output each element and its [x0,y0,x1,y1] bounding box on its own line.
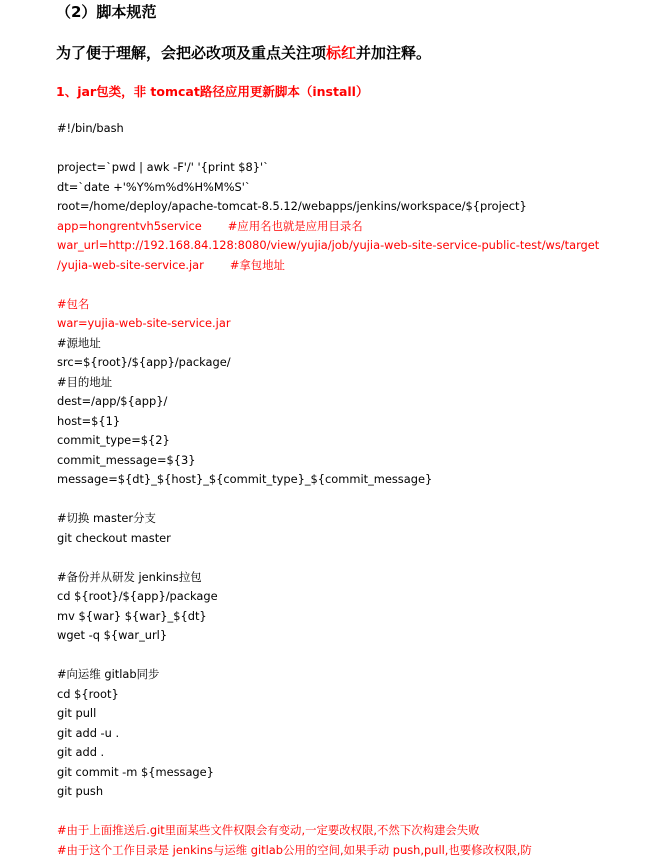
blank-line [57,802,647,822]
script-line-src: src=${root}/${app}/package/ [57,355,231,369]
intro-highlight: 标红 [326,44,357,62]
script-line-root: root=/home/deploy/apache-tomcat-8.5.12/webapps/jenkins/workspace/${project} [57,199,527,213]
intro-text-before: 为了便于理解，会把必改项及重点关注项 [56,44,327,62]
blank-line [57,275,647,295]
script-line-git-add: git add . [57,745,105,759]
script-line-commit-message: commit_message=${3} [57,452,196,467]
script-line-host: host=${1} [57,413,121,428]
script-line-comment-sync: #向运维 gitlab同步 [57,667,160,681]
blank-line [57,139,647,159]
script-line-war: war=yujia-web-site-service.jar [57,316,231,330]
script-line-cd-root: cd ${root} [57,686,119,701]
script-line-git-pull: git pull [57,706,97,720]
section-heading: （2）脚本规范 [56,3,157,21]
blank-line [57,548,647,568]
script-line-project: project=`pwd | awk -F'/' '{print $8}'` [57,160,269,174]
script-line-app [57,217,647,237]
script-line-mv: mv ${war} ${war}_${dt} [57,608,207,623]
app-comment: #应用名也就是应用目录名 [227,218,363,233]
script-line-comment-dest: #目的地址 [57,374,113,389]
script-line-commit-type: commit_type=${2} [57,433,170,447]
intro-paragraph [56,43,431,63]
script-line-dest: dest=/app/${app}/ [57,394,168,408]
intro-text-after: 并加注释。 [356,44,432,62]
script-line-note-2: #由于这个工作目录是 jenkins与运维 gitlab公用的空间,如果手动 push,pull,也要修改权限,防 [57,842,532,857]
script-line-comment-checkout: #切换 master分支 [57,511,156,525]
script-line-war-url: war_url=http://192.168.84.128:8080/view/yujia/job/yujia-web-site-service-public-test/ws/target [57,238,600,252]
script-line-comment-backup: #备份并从研发 jenkins拉包 [57,569,202,584]
script-block [57,119,647,860]
war-url-comment: #拿包地址 [229,257,285,272]
script-line-wget: wget -q ${war_url} [57,628,168,642]
war-url-code-cont: /yujia-web-site-service.jar [57,257,204,272]
script-line-git-push: git push [57,784,104,798]
script-line-comment-source: #源地址 [57,335,101,350]
script-line-shebang: #!/bin/bash [57,121,124,135]
app-code: app=hongrentvh5service [57,218,202,233]
script-line-git-checkout: git checkout master [57,530,171,545]
script-line-note-1: #由于上面推送后.git里面某些文件权限会有变动,一定要改权限,不然下次构建会失败 [57,823,480,837]
script-line-message: message=${dt}_${host}_${commit_type}_${commit_message} [57,472,433,486]
script-line-war-url-cont [57,256,647,276]
subheading: 1、jar包类，非 tomcat路径应用更新脚本（install） [56,84,369,99]
blank-line [57,490,647,510]
script-line-dt: dt=`date +'%Y%m%d%H%M%S'` [57,179,251,194]
script-line-cd-package: cd ${root}/${app}/package [57,589,218,603]
script-line-git-commit: git commit -m ${message} [57,764,214,779]
script-line-git-add-u: git add -u . [57,725,120,740]
blank-line [57,646,647,666]
script-line-comment-package: #包名 [57,296,90,311]
